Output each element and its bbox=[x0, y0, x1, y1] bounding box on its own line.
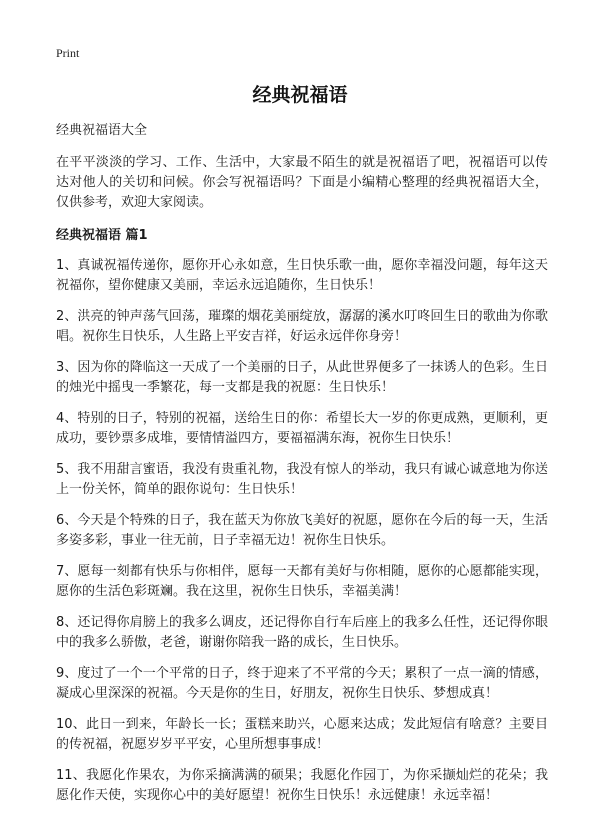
blessing-item: 2、洪亮的钟声荡气回荡，璀璨的烟花美丽绽放，潺潺的溪水叮咚回生日的歌曲为你歌唱。祝你生日快乐，人生路上平安吉祥，好运永远伴你身旁！ bbox=[56, 309, 548, 344]
blessing-item: 10、此日一到来，年龄长一长；蛋糕来助兴，心愿来达成；发此短信有啥意？主要目的传祝福，祝愿岁岁平平安，心里所想事事成！ bbox=[56, 717, 548, 752]
blessing-item: 8、还记得你肩膀上的我多么调皮，还记得你自行车后座上的我多么任性，还记得你眼中的我多么骄傲，老爸，谢谢你陪我一路的成长，生日快乐。 bbox=[56, 615, 548, 650]
section-heading: 经典祝福语 篇1 bbox=[56, 228, 148, 243]
page-title: 经典祝福语 bbox=[252, 84, 348, 106]
intro-paragraph: 在平平淡淡的学习、工作、生活中，大家最不陌生的就是祝福语了吧，祝福语可以传达对他人的关切和问候。你会写祝福语吗？下面是小编精心整理的经典祝福语大全，仅供参考，欢迎大家阅读。 bbox=[56, 155, 548, 210]
blessing-item: 5、我不用甜言蜜语，我没有贵重礼物，我没有惊人的举动，我只有诚心诚意地为你送上一份关怀，简单的跟你说句：生日快乐！ bbox=[56, 462, 548, 497]
blessing-item: 9、度过了一个一个平常的日子，终于迎来了不平常的今天；累积了一点一滴的情感，凝成心里深深的祝福。今天是你的生日，好朋友，祝你生日快乐、梦想成真！ bbox=[56, 666, 548, 701]
blessing-item: 11、我愿化作果农，为你采摘满满的硕果；我愿化作园丁，为你采撷灿烂的花朵；我愿化作天使，实现你心中的美好愿望！祝你生日快乐！永远健康！永远幸福！ bbox=[56, 768, 548, 803]
article-subtitle: 经典祝福语大全 bbox=[56, 123, 148, 138]
blessing-item: 4、特别的日子，特别的祝福，送给生日的你：希望长大一岁的你更成熟，更顺利，更成功，要钞票多成堆，要情情溢四方，要福福满东海，祝你生日快乐！ bbox=[56, 411, 548, 446]
blessing-item: 3、因为你的降临这一天成了一个美丽的日子，从此世界便多了一抹诱人的色彩。生日的烛光中摇曳一季繁花，每一支都是我的祝愿：生日快乐！ bbox=[56, 360, 548, 395]
article-body bbox=[56, 121, 548, 817]
blessing-item: 7、愿每一刻都有快乐与你相伴，愿每一天都有美好与你相随，愿你的心愿都能实现，愿你的生活色彩斑斓。我在这里，祝你生日快乐，幸福美满！ bbox=[56, 564, 548, 599]
blessing-item: 1、真诚祝福传递你，愿你开心永如意，生日快乐歌一曲，愿你幸福没问题，每年这天祝福你，望你健康又美丽，幸运永远追随你，生日快乐！ bbox=[56, 258, 548, 293]
print-link[interactable]: Print bbox=[56, 46, 80, 60]
blessing-list bbox=[56, 256, 548, 806]
blessing-item: 6、今天是个特殊的日子，我在蓝天为你放飞美好的祝愿，愿你在今后的每一天，生活多姿多彩，事业一往无前，日子幸福无边！祝你生日快乐。 bbox=[56, 513, 548, 548]
